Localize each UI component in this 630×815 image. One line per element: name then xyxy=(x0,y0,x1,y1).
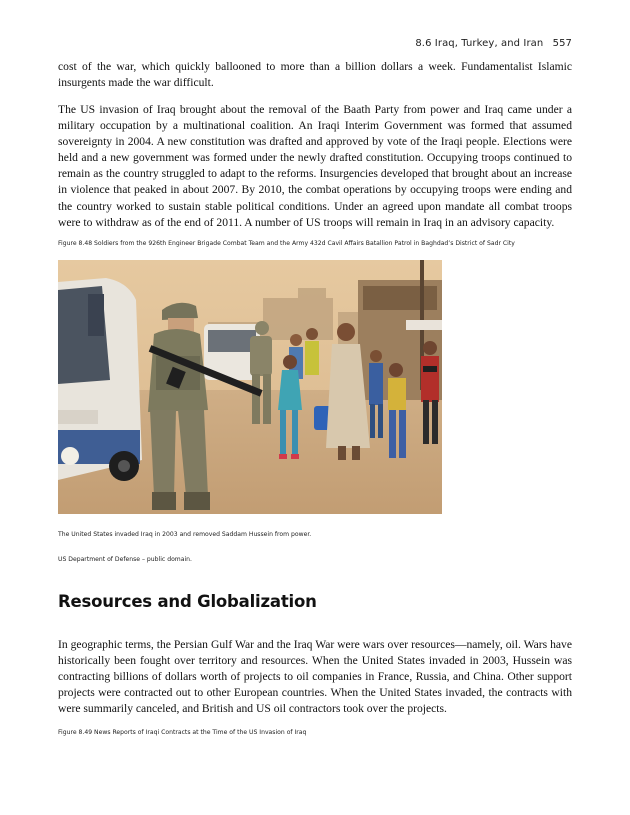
running-head-section: 8.6 Iraq, Turkey, and Iran xyxy=(415,38,544,49)
running-head xyxy=(415,38,572,49)
figure-8-48-title: Figure 8.48 Soldiers from the 926th Engineer Brigade Combat Team and the Army 432d Cavil Affairs Batallion Patrol in Baghdad’s District of Sadr City xyxy=(58,240,515,247)
page-number: 557 xyxy=(552,38,572,49)
paragraph-resources: In geographic terms, the Persian Gulf War and the Iraq War were wars over resources—namely, oil. Wars have historically been fought over territory and resources. When the United States invaded in 2003, Hussein was contracting billions of dollars worth of projects to oil companies in France, Russia, and China. Other support projects were contracted out to other European countries. When the United States invaded, the contracts with were summarily canceled, and British and US oil contractors took over the projects. xyxy=(58,638,572,716)
figure-8-48-caption: The United States invaded Iraq in 2003 and removed Saddam Hussein from power. xyxy=(58,531,312,538)
figure-8-48-credit: US Department of Defense – public domain. xyxy=(58,556,192,563)
parked-bus xyxy=(58,278,142,481)
figure-8-49-title: Figure 8.49 News Reports of Iraqi Contracts at the Time of the US Invasion of Iraq xyxy=(58,729,307,736)
section-heading: Resources and Globalization xyxy=(58,592,317,611)
soldiers-patrol-photo xyxy=(58,260,442,514)
paragraph-us-invasion: The US invasion of Iraq brought about the removal of the Baath Party from power and Iraq came under a military occupation by a multinational coalition. An Iraqi Interim Government was formed that assumed sovereignty in 2004. A new constitution was drafted and approved by vote of the Iraqi people. Elections were held and a new government was formed under the newly drafted constitution. Occupying troops continued to remain as the country struggled to adapt to the reforms. Insurgencies developed that brought about an increase in violence that peaked in about 2007. By 2010, the combat operations by occupying troops were ending and the country worked to sustain stable political conditions. Under an agreed upon mandate all combat troops were to withdraw as of the end of 2011. A number of US troops will remain in Iraq in an advisory capacity. xyxy=(58,103,572,229)
figure-8-48-photo xyxy=(58,260,442,514)
paragraph-war-cost: cost of the war, which quickly ballooned to more than a billion dollars a week. Fundamentalist Islamic insurgents made the war difficult. xyxy=(58,60,572,90)
